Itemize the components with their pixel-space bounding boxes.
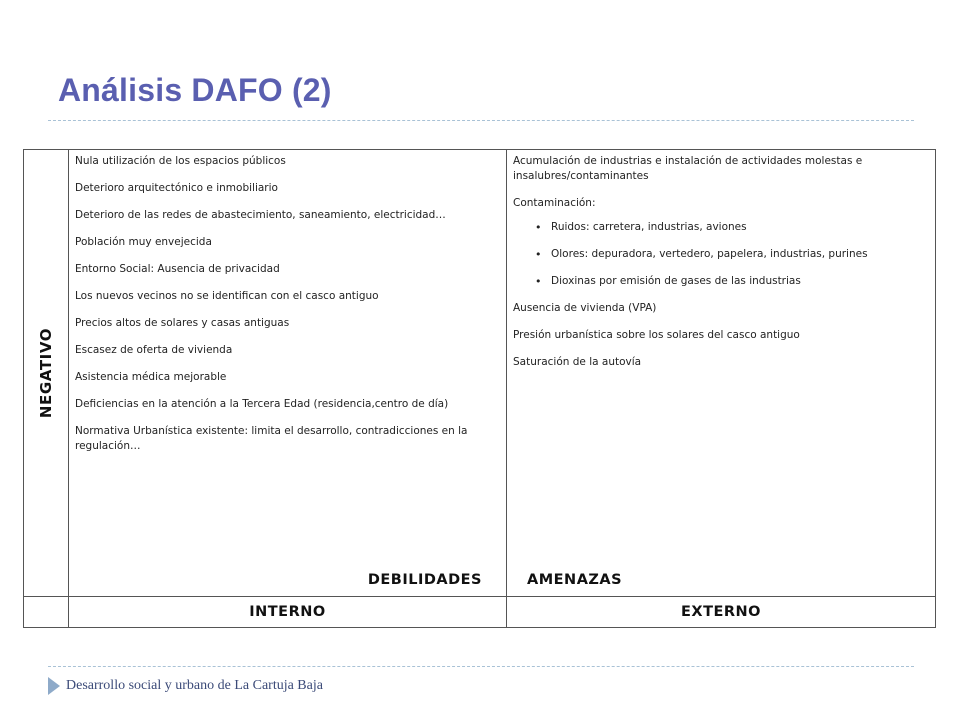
list-item: Acumulación de industrias e instalación de actividades molestas e insalubres/contaminantes (513, 155, 863, 182)
footer-text: Desarrollo social y urbano de La Cartuja Baja (66, 678, 323, 693)
amenazas-cell (507, 150, 936, 597)
list-item: Deterioro de las redes de abastecimiento, saneamiento, electricidad… (75, 209, 446, 221)
list-item: Saturación de la autovía (513, 356, 642, 368)
interno-label: INTERNO (69, 597, 507, 628)
slide-footer (48, 676, 323, 696)
debilidades-cell (69, 150, 507, 597)
dafo-table (23, 149, 936, 628)
negativo-row (24, 150, 936, 597)
row-label-cell (24, 150, 69, 597)
debilidades-heading: DEBILIDADES (367, 572, 482, 588)
footer-divider (48, 666, 914, 667)
list-item: Deterioro arquitectónico e inmobiliario (75, 182, 278, 194)
list-item: Ausencia de vivienda (VPA) (513, 302, 657, 314)
empty-corner-cell (24, 597, 69, 628)
list-item: Nula utilización de los espacios públicos (75, 155, 286, 167)
list-item: Precios altos de solares y casas antiguas (75, 317, 290, 329)
list-item: Escasez de oferta de vivienda (75, 344, 233, 356)
list-item: Deficiencias en la atención a la Tercera Edad (residencia,centro de día) (75, 398, 449, 410)
slide-title: Análisis DAFO (2) (58, 72, 332, 108)
bullet-item: • Dioxinas por emisión de gases de las industrias (537, 274, 929, 289)
title-divider (48, 120, 914, 121)
list-item: Normativa Urbanística existente: limita el desarrollo, contradicciones en la regulación… (75, 425, 468, 452)
bullet-item: • Olores: depuradora, vertedero, papelera, industrias, purines (537, 247, 929, 262)
contaminacion-bullets (513, 220, 929, 289)
list-item: Población muy envejecida (75, 236, 212, 248)
externo-label: EXTERNO (507, 597, 936, 628)
list-item: Contaminación: (513, 197, 596, 209)
origin-row (24, 597, 936, 628)
list-item: Presión urbanística sobre los solares del casco antiguo (513, 329, 800, 341)
list-item: Los nuevos vecinos no se identifican con el casco antiguo (75, 290, 379, 302)
triangle-bullet-icon (48, 677, 60, 695)
list-item: Asistencia médica mejorable (75, 371, 227, 383)
row-label-negativo: NEGATIVO (37, 327, 55, 419)
list-item: Entorno Social: Ausencia de privacidad (75, 263, 280, 275)
bullet-item: • Ruidos: carretera, industrias, aviones (537, 220, 929, 235)
amenazas-heading: AMENAZAS (527, 572, 623, 588)
